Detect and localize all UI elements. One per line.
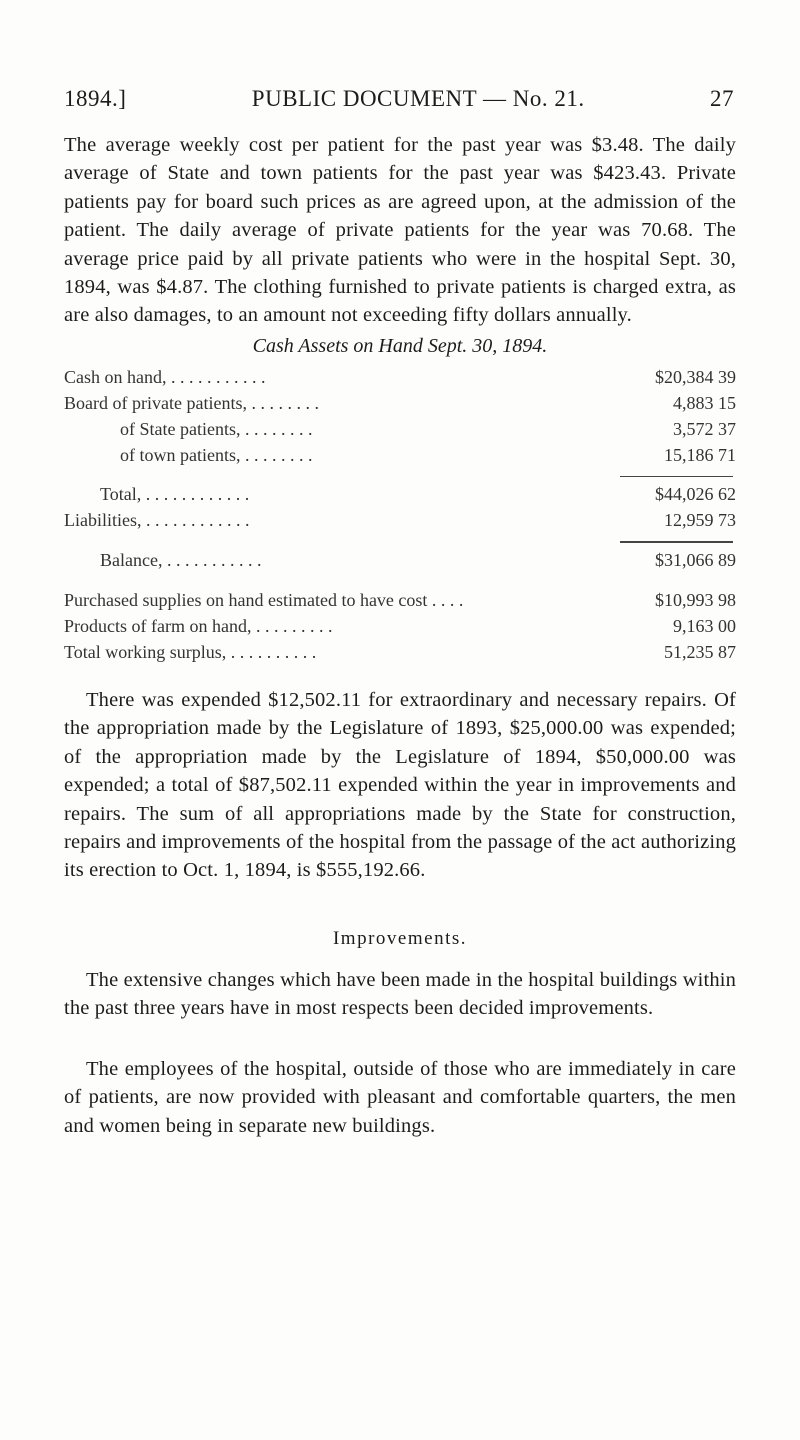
- row-label: Balance, . . . . . . . . . . .: [100, 550, 262, 570]
- table-row: [64, 510, 736, 536]
- table-row: [64, 367, 736, 393]
- row-amount: 51,235 87: [664, 642, 736, 662]
- table-row: [64, 419, 736, 445]
- page-number: 27: [710, 86, 734, 111]
- table-row: [64, 445, 736, 471]
- sum-rule: [620, 476, 733, 477]
- improvements-heading: Improvements.: [332, 928, 467, 949]
- row-amount: 4,883 15: [673, 393, 736, 413]
- page-header: [64, 86, 734, 112]
- row-amount: $31,066 89: [655, 550, 736, 570]
- header-title: PUBLIC DOCUMENT — No. 21.: [251, 86, 585, 111]
- table-row: [64, 616, 736, 642]
- header-year: 1894.]: [64, 86, 127, 111]
- row-amount: 15,186 71: [664, 445, 736, 465]
- paragraph-repairs: There was expended $12,502.11 for extraordinary and necessary repairs. Of the appropriation made by the Legislature of 1893, $25,000.00 was expended; of the appropriation made by the Legislature of 1894, $50,000.00 was expended; a total of $87,502.11 expended within the year in improvements and repairs. The sum of all appropriations made by the State for construction, repairs and improvements of the hospital from the passage of the act authorizing its erection to Oct. 1, 1894, is $555,192.66.: [64, 689, 736, 882]
- row-label: Total, . . . . . . . . . . . .: [100, 484, 250, 504]
- row-label: Liabilities, . . . . . . . . . . . .: [64, 510, 250, 530]
- row-amount: 3,572 37: [673, 419, 736, 439]
- row-label: of State patients, . . . . . . . .: [120, 419, 313, 439]
- row-amount: $20,384 39: [655, 367, 736, 387]
- table-row: [64, 484, 736, 510]
- row-amount: $44,026 62: [655, 484, 736, 504]
- cash-assets-title: Cash Assets on Hand Sept. 30, 1894.: [252, 335, 548, 357]
- paragraph-changes: The extensive changes which have been made in the hospital buildings within the past three years have in most respects been decided improvements.: [64, 969, 736, 1020]
- row-amount: $10,993 98: [655, 590, 736, 610]
- paragraph-employees: The employees of the hospital, outside of those who are immediately in care of patients, are now provided with pleasant and comfortable quarters, the men and women being in separate new buildings.: [64, 1058, 736, 1137]
- table-row: [64, 590, 736, 616]
- paragraph-weekly-cost: The average weekly cost per patient for the past year was $3.48. The daily average of State and town patients for the past year was $423.43. Private patients pay for board such prices as are agreed upon, at the admission of the patient. The daily average of private patients for the year was 70.68. The average price paid by all private patients who were in the hospital Sept. 30, 1894, was $4.87. The clothing furnished to private patients is charged extra, as are also damages, to an amount not exceeding fifty dollars annually.: [64, 134, 736, 327]
- row-label: Board of private patients, . . . . . . . .: [64, 393, 319, 413]
- row-label: Cash on hand, . . . . . . . . . . .: [64, 367, 266, 387]
- row-amount: 9,163 00: [673, 616, 736, 636]
- table-row: [64, 550, 736, 576]
- row-label: Purchased supplies on hand estimated to have cost . . . .: [64, 590, 464, 610]
- row-label: Total working surplus, . . . . . . . . . .: [64, 642, 317, 662]
- table-row: [64, 642, 736, 668]
- table-row: [64, 393, 736, 419]
- row-amount: 12,959 73: [664, 510, 736, 530]
- row-label: Products of farm on hand, . . . . . . . . .: [64, 616, 333, 636]
- row-label: of town patients, . . . . . . . .: [120, 445, 313, 465]
- sum-rule: [620, 541, 733, 543]
